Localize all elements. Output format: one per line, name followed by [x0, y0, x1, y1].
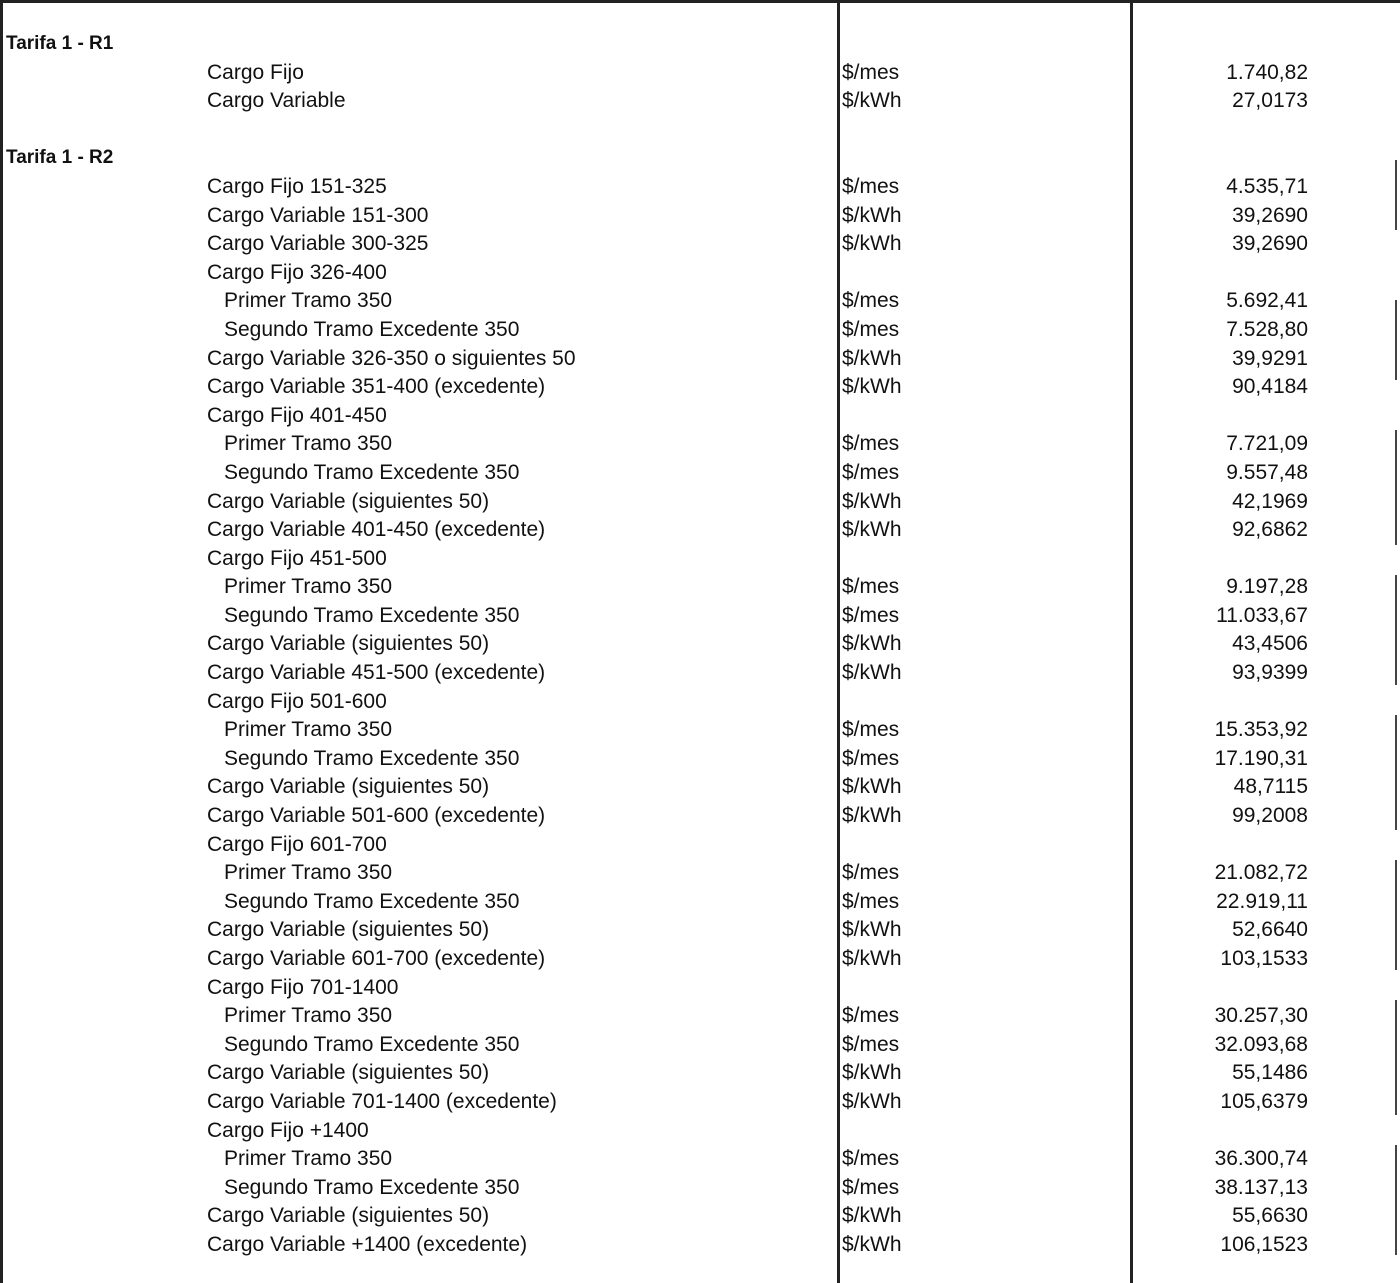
- concept-cell: Cargo Variable 601-700 (excedente): [207, 947, 546, 970]
- value-cell: 9.557,48: [1226, 460, 1308, 484]
- unit-cell: $/kWh: [842, 232, 902, 256]
- value-cell: 99,2008: [1232, 804, 1308, 828]
- value-cell: 38.137,13: [1214, 1175, 1308, 1199]
- table-row: [0, 259, 1400, 288]
- concept-cell: Cargo Fijo 326-400: [207, 260, 387, 284]
- concept-cell: Primer Tramo 350: [224, 289, 393, 313]
- value-cell: 105,6379: [1220, 1089, 1308, 1113]
- table-row: [0, 488, 1400, 517]
- value-cell: 5.692,41: [1226, 289, 1308, 313]
- table-row: [0, 974, 1400, 1003]
- value-cell: 27,0173: [1232, 89, 1308, 113]
- concept-cell: Cargo Fijo 151-325: [207, 174, 387, 198]
- concept-cell: Cargo Variable (siguientes 50): [207, 489, 490, 513]
- table-row: [0, 545, 1400, 574]
- value-cell: 93,9399: [1232, 661, 1308, 685]
- section-title: Tarifa 1 - R2: [6, 147, 114, 169]
- concept-cell: Cargo Variable (siguientes 50): [207, 632, 490, 656]
- table-row: [0, 87, 1400, 116]
- concept-cell: Cargo Fijo 601-700: [207, 832, 387, 856]
- table-row: [0, 888, 1400, 917]
- table-row: [0, 430, 1400, 459]
- unit-cell: $/kWh: [842, 947, 902, 970]
- unit-cell: $/kWh: [842, 775, 902, 799]
- table-row: [0, 1088, 1400, 1117]
- concept-cell: Segundo Tramo Excedente 350: [224, 889, 520, 913]
- concept-cell: Segundo Tramo Excedente 350: [224, 317, 520, 341]
- unit-cell: $/mes: [842, 575, 900, 599]
- concept-cell: Primer Tramo 350: [224, 432, 393, 456]
- value-cell: 55,1486: [1232, 1061, 1308, 1085]
- unit-cell: $/mes: [842, 317, 900, 341]
- concept-cell: Cargo Fijo 701-1400: [207, 975, 399, 999]
- unit-cell: $/kWh: [842, 1089, 902, 1113]
- table-top-border: [0, 0, 1400, 3]
- table-row: [0, 945, 1400, 974]
- unit-cell: $/kWh: [842, 203, 902, 227]
- value-cell: 7.528,80: [1226, 317, 1308, 341]
- table-row: [0, 688, 1400, 717]
- concept-cell: Cargo Variable 501-600 (excedente): [207, 804, 546, 828]
- table-row: [0, 1231, 1400, 1260]
- table-row: [0, 773, 1400, 802]
- concept-cell: Cargo Variable 451-500 (excedente): [207, 661, 546, 685]
- concept-cell: Cargo Fijo +1400: [207, 1118, 369, 1142]
- value-cell: 39,2690: [1232, 232, 1308, 256]
- concept-cell: Cargo Variable (siguientes 50): [207, 918, 490, 942]
- table-row: [0, 1174, 1400, 1203]
- concept-cell: Cargo Variable 326-350 o siguientes 50: [207, 346, 576, 370]
- table-row: [0, 402, 1400, 431]
- concept-cell: Cargo Variable 300-325: [207, 232, 429, 256]
- unit-cell: $/kWh: [842, 346, 902, 370]
- unit-cell: $/mes: [842, 289, 900, 313]
- concept-cell: Segundo Tramo Excedente 350: [224, 460, 520, 484]
- value-cell: 106,1523: [1220, 1232, 1308, 1256]
- unit-cell: $/mes: [842, 1032, 900, 1056]
- value-cell: 9.197,28: [1226, 575, 1308, 599]
- concept-cell: Cargo Fijo 501-600: [207, 689, 387, 713]
- table-row: [0, 230, 1400, 259]
- table-row: [0, 802, 1400, 831]
- concept-cell: Cargo Variable (siguientes 50): [207, 1061, 490, 1085]
- value-cell: 15.353,92: [1214, 718, 1308, 742]
- table-row: [0, 173, 1400, 202]
- unit-cell: $/mes: [842, 432, 900, 456]
- table-row: [0, 1117, 1400, 1146]
- table-row: [0, 831, 1400, 860]
- value-cell: 32.093,68: [1214, 1032, 1308, 1056]
- value-cell: 11.033,67: [1216, 603, 1308, 627]
- unit-cell: $/kWh: [842, 518, 902, 542]
- concept-cell: Cargo Variable 701-1400 (excedente): [207, 1089, 557, 1113]
- concept-cell: Cargo Fijo: [207, 60, 304, 84]
- unit-cell: $/kWh: [842, 375, 902, 399]
- value-cell: 42,1969: [1232, 489, 1308, 513]
- table-row: [0, 59, 1400, 88]
- table-row: [0, 573, 1400, 602]
- value-cell: 52,6640: [1232, 918, 1308, 942]
- unit-cell: $/mes: [842, 174, 900, 198]
- value-cell: 92,6862: [1232, 518, 1308, 542]
- value-cell: 21.082,72: [1214, 861, 1308, 885]
- table-row: [0, 659, 1400, 688]
- section-title: Tarifa 1 - R1: [6, 33, 114, 54]
- value-cell: 36.300,74: [1214, 1147, 1308, 1171]
- concept-cell: Primer Tramo 350: [224, 861, 393, 885]
- table-row: [0, 1145, 1400, 1174]
- section-spacer: [0, 116, 1400, 145]
- concept-cell: Segundo Tramo Excedente 350: [224, 1175, 520, 1199]
- table-row: [0, 373, 1400, 402]
- concept-cell: Segundo Tramo Excedente 350: [224, 603, 520, 627]
- unit-cell: $/mes: [842, 1004, 900, 1028]
- table-row: [0, 316, 1400, 345]
- value-cell: 30.257,30: [1214, 1004, 1308, 1028]
- concept-cell: Cargo Variable (siguientes 50): [207, 1204, 490, 1228]
- value-cell: 55,6630: [1232, 1204, 1308, 1228]
- value-cell: 22.919,11: [1216, 889, 1308, 913]
- table-row: [0, 716, 1400, 745]
- value-cell: 43,4506: [1232, 632, 1308, 656]
- value-cell: 90,4184: [1232, 375, 1308, 399]
- concept-cell: Cargo Variable 151-300: [207, 203, 429, 227]
- value-cell: 39,9291: [1232, 346, 1308, 370]
- concept-cell: Primer Tramo 350: [224, 575, 393, 599]
- unit-cell: $/kWh: [842, 1061, 902, 1085]
- section-header: [0, 144, 1400, 173]
- unit-cell: $/mes: [842, 60, 900, 84]
- unit-cell: $/kWh: [842, 89, 902, 113]
- concept-cell: Segundo Tramo Excedente 350: [224, 746, 520, 770]
- table-row: [0, 516, 1400, 545]
- unit-cell: $/kWh: [842, 1204, 902, 1228]
- concept-cell: Cargo Variable: [207, 89, 346, 113]
- table-row: [0, 459, 1400, 488]
- table-row: [0, 630, 1400, 659]
- unit-cell: $/mes: [842, 718, 900, 742]
- table-row: [0, 1059, 1400, 1088]
- unit-cell: $/kWh: [842, 804, 902, 828]
- concept-cell: Cargo Variable 401-450 (excedente): [207, 518, 546, 542]
- table-row: [0, 916, 1400, 945]
- unit-cell: $/kWh: [842, 918, 902, 942]
- concept-cell: Cargo Fijo 451-500: [207, 546, 387, 570]
- concept-cell: Primer Tramo 350: [224, 718, 393, 742]
- table-row: [0, 745, 1400, 774]
- unit-cell: $/mes: [842, 1147, 900, 1171]
- unit-cell: $/mes: [842, 603, 900, 627]
- unit-cell: $/mes: [842, 861, 900, 885]
- table-row: [0, 202, 1400, 231]
- table-row: [0, 859, 1400, 888]
- value-cell: 103,1533: [1220, 947, 1308, 970]
- value-cell: 4.535,71: [1226, 174, 1308, 198]
- concept-cell: Primer Tramo 350: [224, 1147, 393, 1171]
- value-cell: 1.740,82: [1226, 60, 1308, 84]
- section-header: [0, 30, 1400, 59]
- concept-cell: Cargo Variable +1400 (excedente): [207, 1232, 528, 1256]
- unit-cell: $/mes: [842, 460, 900, 484]
- table-row: [0, 1202, 1400, 1231]
- concept-cell: Primer Tramo 350: [224, 1004, 393, 1028]
- value-cell: 48,7115: [1233, 775, 1308, 799]
- unit-cell: $/kWh: [842, 632, 902, 656]
- unit-cell: $/mes: [842, 889, 900, 913]
- unit-cell: $/kWh: [842, 661, 902, 685]
- value-cell: 17.190,31: [1214, 746, 1308, 770]
- concept-cell: Cargo Variable (siguientes 50): [207, 775, 490, 799]
- table-row: [0, 1002, 1400, 1031]
- concept-cell: Segundo Tramo Excedente 350: [224, 1032, 520, 1056]
- unit-cell: $/kWh: [842, 489, 902, 513]
- table-row: [0, 602, 1400, 631]
- table-row: [0, 345, 1400, 374]
- unit-cell: $/kWh: [842, 1232, 902, 1256]
- table-row: [0, 287, 1400, 316]
- unit-cell: $/mes: [842, 1175, 900, 1199]
- tariff-table: [0, 30, 1400, 1260]
- concept-cell: Cargo Variable 351-400 (excedente): [207, 375, 546, 399]
- value-cell: 7.721,09: [1226, 432, 1308, 456]
- concept-cell: Cargo Fijo 401-450: [207, 403, 387, 427]
- value-cell: 39,2690: [1232, 203, 1308, 227]
- unit-cell: $/mes: [842, 746, 900, 770]
- table-row: [0, 1031, 1400, 1060]
